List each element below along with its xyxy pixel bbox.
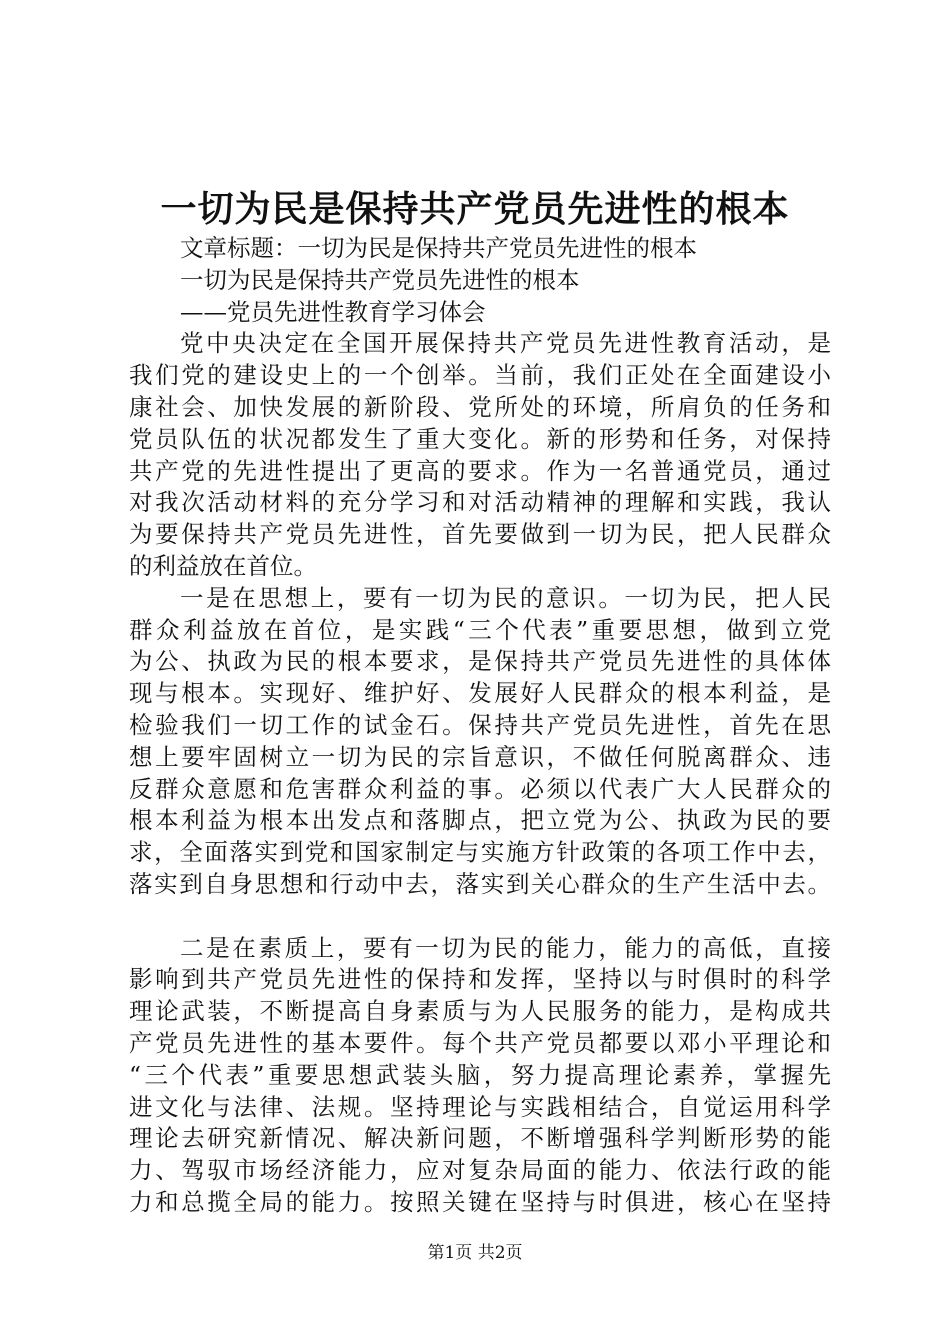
article-title-line: 文章标题：一切为民是保持共产党员先进性的根本 (180, 234, 697, 262)
paragraph-line: 理论去研究新情况、解决新问题，不断增强科学判断形势的能 (129, 1124, 831, 1153)
paragraph-1 (129, 328, 831, 582)
paragraph-2 (129, 583, 831, 901)
paragraph-line: 共产党的先进性提出了更高的要求。作为一名普通党员，通过 (129, 456, 831, 485)
paragraph-line: 检验我们一切工作的试金石。保持共产党员先进性，首先在思 (129, 710, 831, 739)
paragraph-line: 进文化与法律、法规。坚持理论与实践相结合，自觉运用科学 (129, 1092, 831, 1121)
paragraph-line: 为公、执政为民的根本要求，是保持共产党员先进性的具体体 (129, 647, 831, 676)
paragraph-line: 求，全面落实到党和国家制定与实施方针政策的各项工作中去， (129, 838, 831, 867)
paragraph-line: 现与根本。实现好、维护好、发展好人民群众的根本利益，是 (129, 679, 831, 708)
page-number-footer: 第1页 共2页 (427, 1243, 523, 1263)
paragraph-line: 群众利益放在首位，是实践“三个代表”重要思想，做到立党 (129, 615, 831, 644)
document-title: 一切为民是保持共产党员先进性的根本 (160, 188, 790, 230)
paragraph-line: 为要保持共产党员先进性，首先要做到一切为民，把人民群众 (129, 520, 831, 549)
paragraph-line: 的利益放在首位。 (129, 551, 317, 580)
paragraph-line: 力、驾驭市场经济能力，应对复杂局面的能力、依法行政的能 (129, 1156, 831, 1185)
paragraph-line: 二是在素质上，要有一切为民的能力，能力的高低，直接 (180, 933, 831, 962)
paragraph-line: “三个代表”重要思想武装头脑，努力提高理论素养，掌握先 (129, 1060, 831, 1089)
paragraph-line: 一是在思想上，要有一切为民的意识。一切为民，把人民 (180, 583, 831, 612)
paragraph-line: 反群众意愿和危害群众利益的事。必须以代表广大人民群众的 (129, 774, 831, 803)
paragraph-line: 产党员先进性的基本要件。每个共产党员都要以邓小平理论和 (129, 1028, 831, 1057)
paragraph-line: 对我次活动材料的充分学习和对活动精神的理解和实践，我认 (129, 488, 831, 517)
paragraph-line: 根本利益为根本出发点和落脚点，把立党为公、执政为民的要 (129, 806, 831, 835)
paragraph-line: 理论武装，不断提高自身素质与为人民服务的能力，是构成共 (129, 997, 831, 1026)
subtitle-line: 一切为民是保持共产党员先进性的根本 (180, 265, 580, 294)
paragraph-line: 落实到自身思想和行动中去，落实到关心群众的生产生活中去。 (129, 869, 831, 898)
paragraph-line: 党中央决定在全国开展保持共产党员先进性教育活动，是 (180, 329, 831, 358)
paragraph-line: 影响到共产党员先进性的保持和发挥，坚持以与时俱时的科学 (129, 965, 831, 994)
paragraph-line: 力和总揽全局的能力。按照关键在坚持与时俱进，核心在坚持 (129, 1187, 831, 1216)
paragraph-3 (129, 933, 831, 1219)
paragraph-spacer (129, 901, 831, 933)
paragraph-line: 想上要牢固树立一切为民的宗旨意识，不做任何脱离群众、违 (129, 742, 831, 771)
sub-subtitle-line: ——党员先进性教育学习体会 (180, 297, 486, 326)
paragraph-line: 党员队伍的状况都发生了重大变化。新的形势和任务，对保持 (129, 424, 831, 453)
paragraph-line: 我们党的建设史上的一个创举。当前，我们正处在全面建设小 (129, 361, 831, 390)
document-body (129, 233, 831, 1219)
paragraph-line: 康社会、加快发展的新阶段、党所处的环境，所肩负的任务和 (129, 392, 831, 421)
